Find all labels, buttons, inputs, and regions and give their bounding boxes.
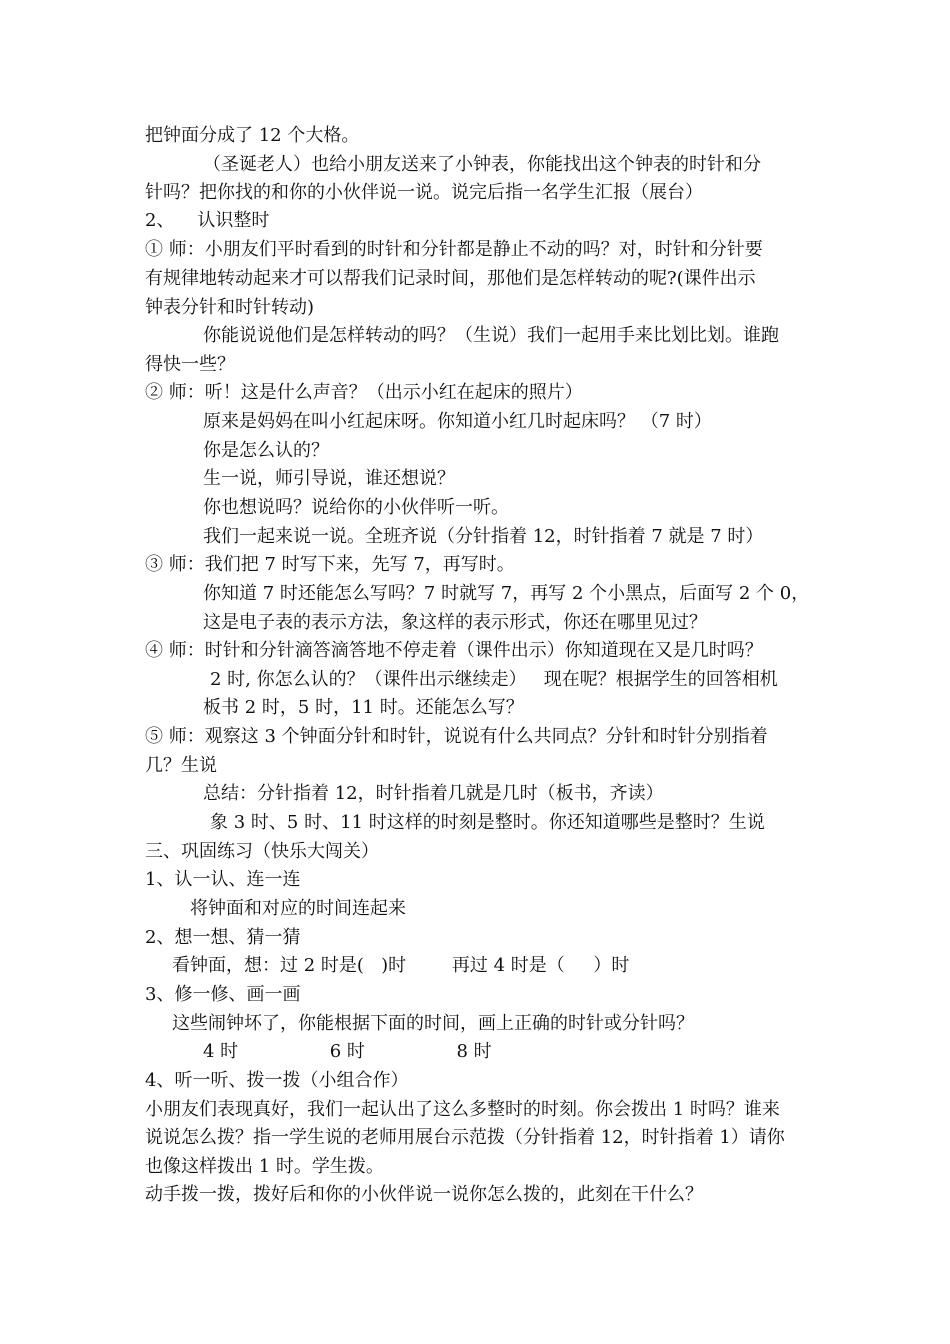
text-line: 我们一起来说一说。全班齐说（分针指着 12，时针指着 7 就是 7 时） [203,526,764,547]
subsection-heading: 1、认一认、连一连 [145,869,301,890]
text-line: ① 师：小朋友们平时看到的时针和分针都是静止不动的吗？对，时针和分针要 [145,239,763,260]
text-line: 几？生说 [145,755,217,776]
text-line: 这是电子表的表示方法，象这样的表示形式，你还在哪里见过？ [203,612,707,633]
text-line: 看钟面，想：过 2 时是( )时 再过 4 时是（ ）时 [172,955,630,976]
text-line: 针吗？把你找的和你的小伙伴说一说。说完后指一名学生汇报（展台） [145,182,703,203]
text-line: ⑤ 师：观察这 3 个钟面分针和时针，说说有什么共同点？分针和时针分别指着 [145,726,768,747]
text-line: 说说怎么拨？指一学生说的老师用展台示范拨（分针指着 12，时针指着 1）请你 [145,1127,785,1148]
subsection-heading: 2、想一想、猜一猜 [145,927,301,948]
text-line: ② 师：听！这是什么声音？（出示小红在起床的照片） [145,382,583,403]
section-heading: 2、 认识整时 [145,210,270,231]
section-heading: 三、巩固练习（快乐大闯关） [145,841,379,862]
text-line: 你是怎么认的？ [203,440,329,461]
subsection-heading: 3、修一修、画一画 [145,984,301,1005]
text-line: 4 时 6 时 8 时 [203,1041,492,1062]
text-line: 小朋友们表现真好，我们一起认出了这么多整时的时刻。你会拨出 1 时吗？谁来 [145,1099,780,1120]
subsection-heading: 4、听一听、拨一拨（小组合作） [145,1070,409,1091]
text-line: 总结：分针指着 12，时针指着几就是几时（板书，齐读） [203,783,664,804]
text-line: 象 3 时、5 时、11 时这样的时刻是整时。你还知道哪些是整时？生说 [210,812,765,833]
text-line: ③ 师：我们把 7 时写下来，先写 7，再写时。 [145,554,515,575]
text-line: 你知道 7 时还能怎么写吗？7 时就写 7，再写 2 个小黑点，后面写 2 个 0， [203,583,810,604]
text-line: 动手拨一拨，拨好后和你的小伙伴说一说你怎么拨的，此刻在干什么？ [145,1184,703,1205]
text-line: 钟表分针和时针转动) [145,297,315,318]
text-line: 得快一些？ [145,354,235,375]
text-line: 将钟面和对应的时间连起来 [190,898,406,919]
text-line: ④ 师：时针和分针滴答滴答地不停走着（课件出示）你知道现在又是几时吗？ [145,640,763,661]
text-line: 原来是妈妈在叫小红起床呀。你知道小红几时起床吗？ （7 时） [203,411,712,432]
text-line: 你能说说他们是怎样转动的吗？（生说）我们一起用手来比划比划。谁跑 [203,325,779,346]
text-line: 也像这样拨出 1 时。学生拨。 [145,1156,384,1177]
text-line: 生一说，师引导说，谁还想说？ [203,468,455,489]
text-line: 有规律地转动起来才可以帮我们记录时间，那他们是怎样转动的呢?(课件出示 [145,268,756,289]
text-line: 板书 2 时，5 时，11 时。还能怎么写？ [203,697,524,718]
text-line: （圣诞老人）也给小朋友送来了小钟表，你能找出这个钟表的时针和分 [203,154,761,175]
text-line: 这些闹钟坏了，你能根据下面的时间，画上正确的时针或分针吗？ [172,1013,694,1034]
text-line: 你也想说吗？说给你的小伙伴听一听。 [203,497,509,518]
text-line: 把钟面分成了 12 个大格。 [145,125,360,146]
text-line: 2 时, 你怎么认的？（课件出示继续走） 现在呢？根据学生的回答相机 [210,669,778,690]
